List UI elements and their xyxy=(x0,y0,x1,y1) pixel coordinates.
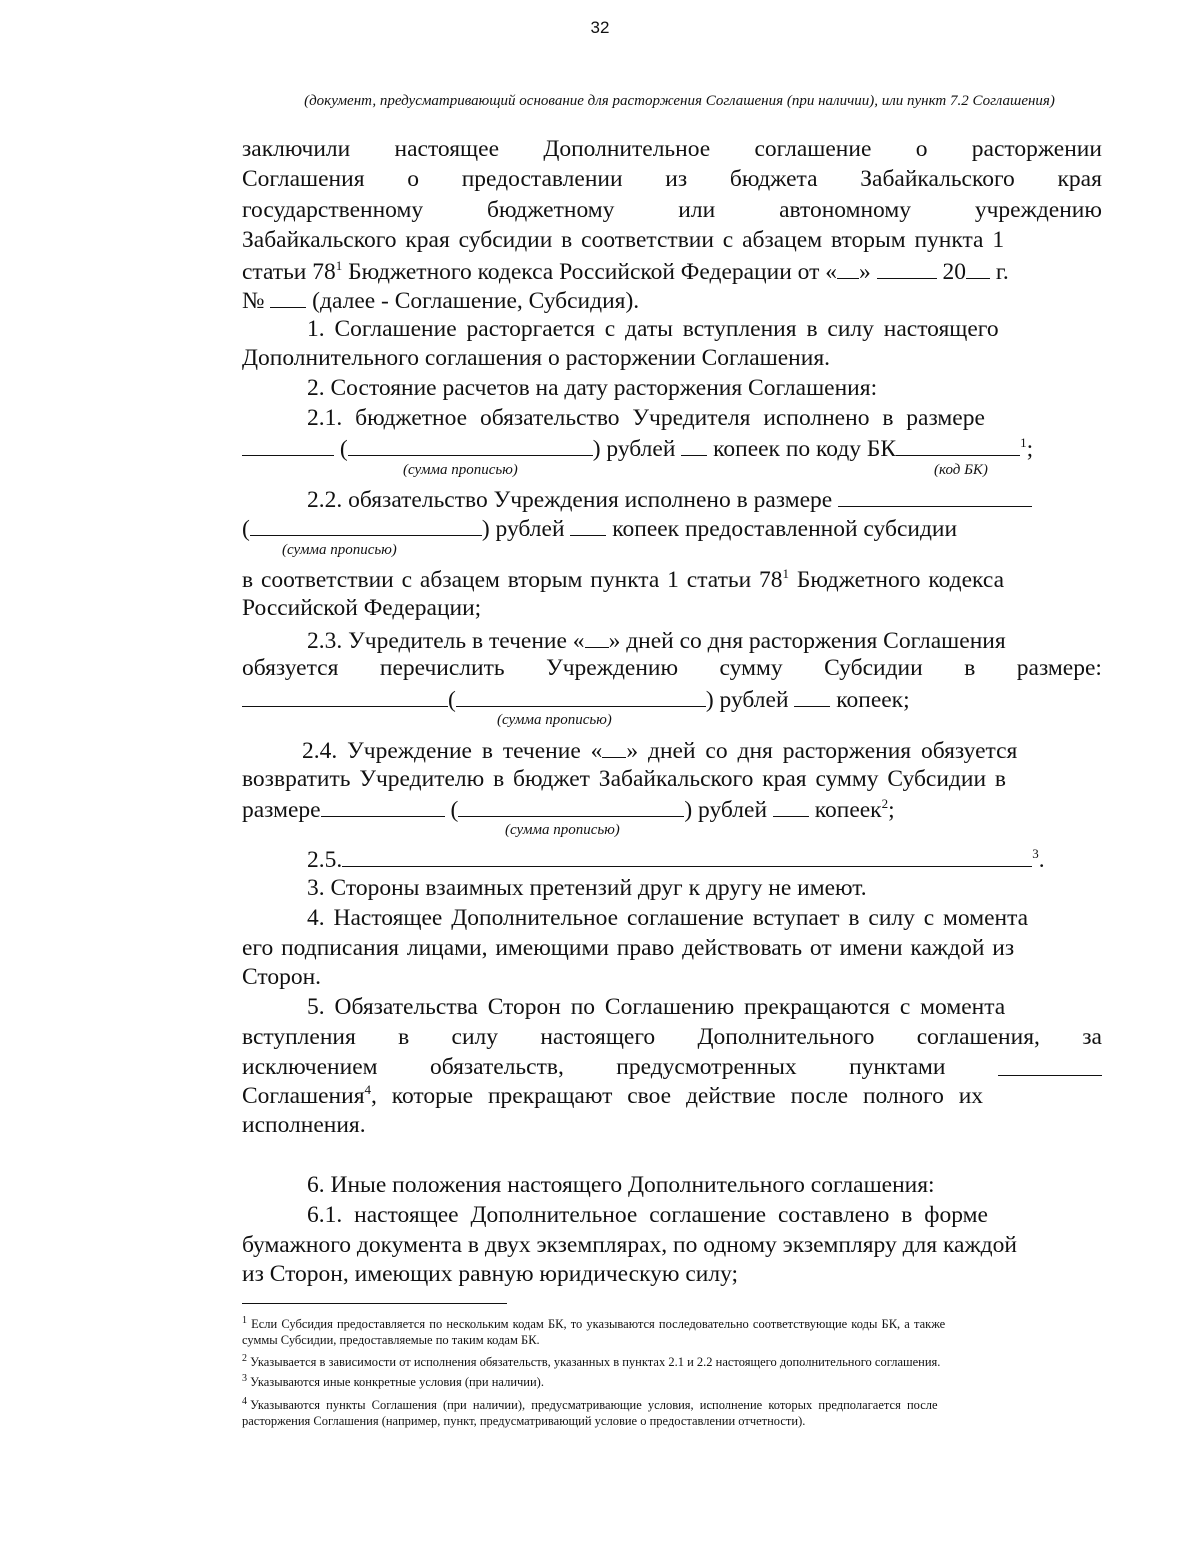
intro-line-2: Соглашения о предоставлении из бюджета Забайкальского края xyxy=(242,166,1102,192)
clause-6-1-line-1: 6.1. настоящее Дополнительное соглашение составлено в форме xyxy=(307,1202,988,1228)
clause-4-line-3: Сторон. xyxy=(242,964,322,990)
other-conditions-blank[interactable] xyxy=(342,843,1032,867)
month-blank[interactable] xyxy=(877,255,937,279)
days-blank[interactable] xyxy=(602,734,626,758)
footnote-1: $^1$ Если Субсидия предоставляется по нескольким кодам БК, то указываются последовательно соответствующие коды БК, а также суммы Субсидии, предоставляемые по таким кодам БК. xyxy=(242,1315,946,1347)
clause-2-1-line-2: ( ) рублей копеек по коду БК $^1$; xyxy=(242,432,1102,462)
caption-sum-words: (сумма прописью) xyxy=(403,462,518,478)
caption-sum-words: (сумма прописью) xyxy=(505,822,620,838)
amount-words-blank[interactable] xyxy=(250,512,482,536)
clause-6-1-line-3: из Сторон, имеющих равную юридическую силу; xyxy=(242,1261,739,1287)
clause-5-line-1: 5. Обязательства Сторон по Соглашению прекращаются с момента xyxy=(307,994,1006,1020)
clause-6: 6. Иные положения настоящего Дополнительного соглашения: xyxy=(307,1172,935,1198)
caption-sum-words: (сумма прописью) xyxy=(497,712,612,728)
clause-1-line-1: 1. Соглашение расторгается с даты вступления в силу настоящего xyxy=(307,316,999,342)
clause-2-2-line-3: в соответствии с абзацем вторым пункта 1 статьи $78^1$ Бюджетного кодекса xyxy=(242,566,1005,593)
day-blank[interactable] xyxy=(837,255,859,279)
clause-2-2-line-2: ( ) рублей копеек предоставленной субсидии xyxy=(242,512,1102,542)
footnote-4: $^4$ Указываются пункты Соглашения (при наличии), предусматривающие условия, исполнение которых предполагается после расторжения Соглашения (например, пункт, предусматривающий условие о предоставлении отчетности). xyxy=(242,1396,938,1428)
clause-2-3-line-2: обязуется перечислить Учреждению сумму Субсидии в размере: xyxy=(242,655,1102,681)
kopecks-blank[interactable] xyxy=(773,793,809,817)
clauses-blank[interactable] xyxy=(998,1052,1102,1076)
clause-2-4-line-2: возвратить Учредителю в бюджет Забайкальского края сумму Субсидии в xyxy=(242,766,1006,792)
footnote-3: $^3$ Указываются иные конкретные условия (при наличии). xyxy=(242,1373,544,1389)
amount-blank[interactable] xyxy=(242,683,448,707)
amount-blank[interactable] xyxy=(321,793,445,817)
amount-words-blank[interactable] xyxy=(456,683,706,707)
header-caption: (документ, предусматривающий основание для расторжения Соглашения (при наличии), или пункт 7.2 Соглашения) xyxy=(304,93,1055,109)
clause-5-line-3: исключением обязательств, предусмотренных пунктами xyxy=(242,1052,1102,1082)
clause-2: 2. Состояние расчетов на дату расторжения Соглашения: xyxy=(307,375,878,401)
bk-code-blank[interactable] xyxy=(896,432,1020,456)
clause-5-line-4: Соглашения$^4$, которые прекращают свое действие после полного их xyxy=(242,1082,984,1109)
footnote-2: $^2$ Указывается в зависимости от исполнения обязательств, указанных в пунктах 2.1 и 2.2 настоящего дополнительного соглашения. xyxy=(242,1353,941,1369)
clause-2-5: 2.5. $^3$. xyxy=(307,843,1102,873)
page-number: 32 xyxy=(590,18,610,37)
intro-line-4: Забайкальского края субсидии в соответствии с абзацем вторым пункта 1 xyxy=(242,227,1005,253)
clause-5-line-5: исполнения. xyxy=(242,1112,366,1138)
number-blank[interactable] xyxy=(270,284,306,308)
clause-4-line-2: его подписания лицами, имеющими право действовать от имени каждой из xyxy=(242,935,1015,961)
clause-2-3-line-1: 2.3. Учредитель в течение « » дней со дня расторжения Соглашения xyxy=(307,624,1102,654)
clause-2-2-line-1: 2.2. обязательство Учреждения исполнено в размере xyxy=(307,483,1102,513)
clause-2-1-line-1: 2.1. бюджетное обязательство Учредителя исполнено в размере xyxy=(307,405,985,431)
clause-2-2-line-4: Российской Федерации; xyxy=(242,595,482,621)
clause-6-1-line-2: бумажного документа в двух экземплярах, по одному экземпляру для каждой xyxy=(242,1232,1017,1258)
amount-words-blank[interactable] xyxy=(348,432,593,456)
intro-line-1: заключили настоящее Дополнительное соглашение о расторжении xyxy=(242,136,1102,162)
caption-bk-code: (код БК) xyxy=(934,462,988,478)
kopecks-blank[interactable] xyxy=(570,512,606,536)
kopecks-blank[interactable] xyxy=(794,683,830,707)
clause-1-line-2: Дополнительного соглашения о расторжении Соглашения. xyxy=(242,345,831,371)
clause-5-line-2: вступления в силу настоящего Дополнительного соглашения, за xyxy=(242,1024,1102,1050)
amount-blank[interactable] xyxy=(838,483,1032,507)
clause-2-4-line-1: 2.4. Учреждение в течение « » дней со дня расторжения обязуется xyxy=(302,734,1097,764)
days-blank[interactable] xyxy=(585,624,609,648)
intro-line-6: № (далее - Соглашение, Субсидия). xyxy=(242,284,1102,314)
intro-line-5: статьи $78^1$ Бюджетного кодекса Российской Федерации от « » 20 г. xyxy=(242,255,1102,285)
caption-sum-words: (сумма прописью) xyxy=(282,542,397,558)
clause-4-line-1: 4. Настоящее Дополнительное соглашение вступает в силу с момента xyxy=(307,905,1029,931)
footnote-separator xyxy=(242,1303,507,1304)
clause-3: 3. Стороны взаимных претензий друг к другу не имеют. xyxy=(307,875,867,901)
kopecks-blank[interactable] xyxy=(681,432,707,456)
clause-2-3-line-3: ( ) рублей копеек; xyxy=(242,683,1102,713)
clause-2-4-line-3: размере ( ) рублей копеек$^2$; xyxy=(242,793,1102,823)
intro-line-3: государственному бюджетному или автономному учреждению xyxy=(242,197,1102,223)
amount-words-blank[interactable] xyxy=(458,793,684,817)
year-blank[interactable] xyxy=(966,255,990,279)
amount-blank[interactable] xyxy=(242,432,334,456)
